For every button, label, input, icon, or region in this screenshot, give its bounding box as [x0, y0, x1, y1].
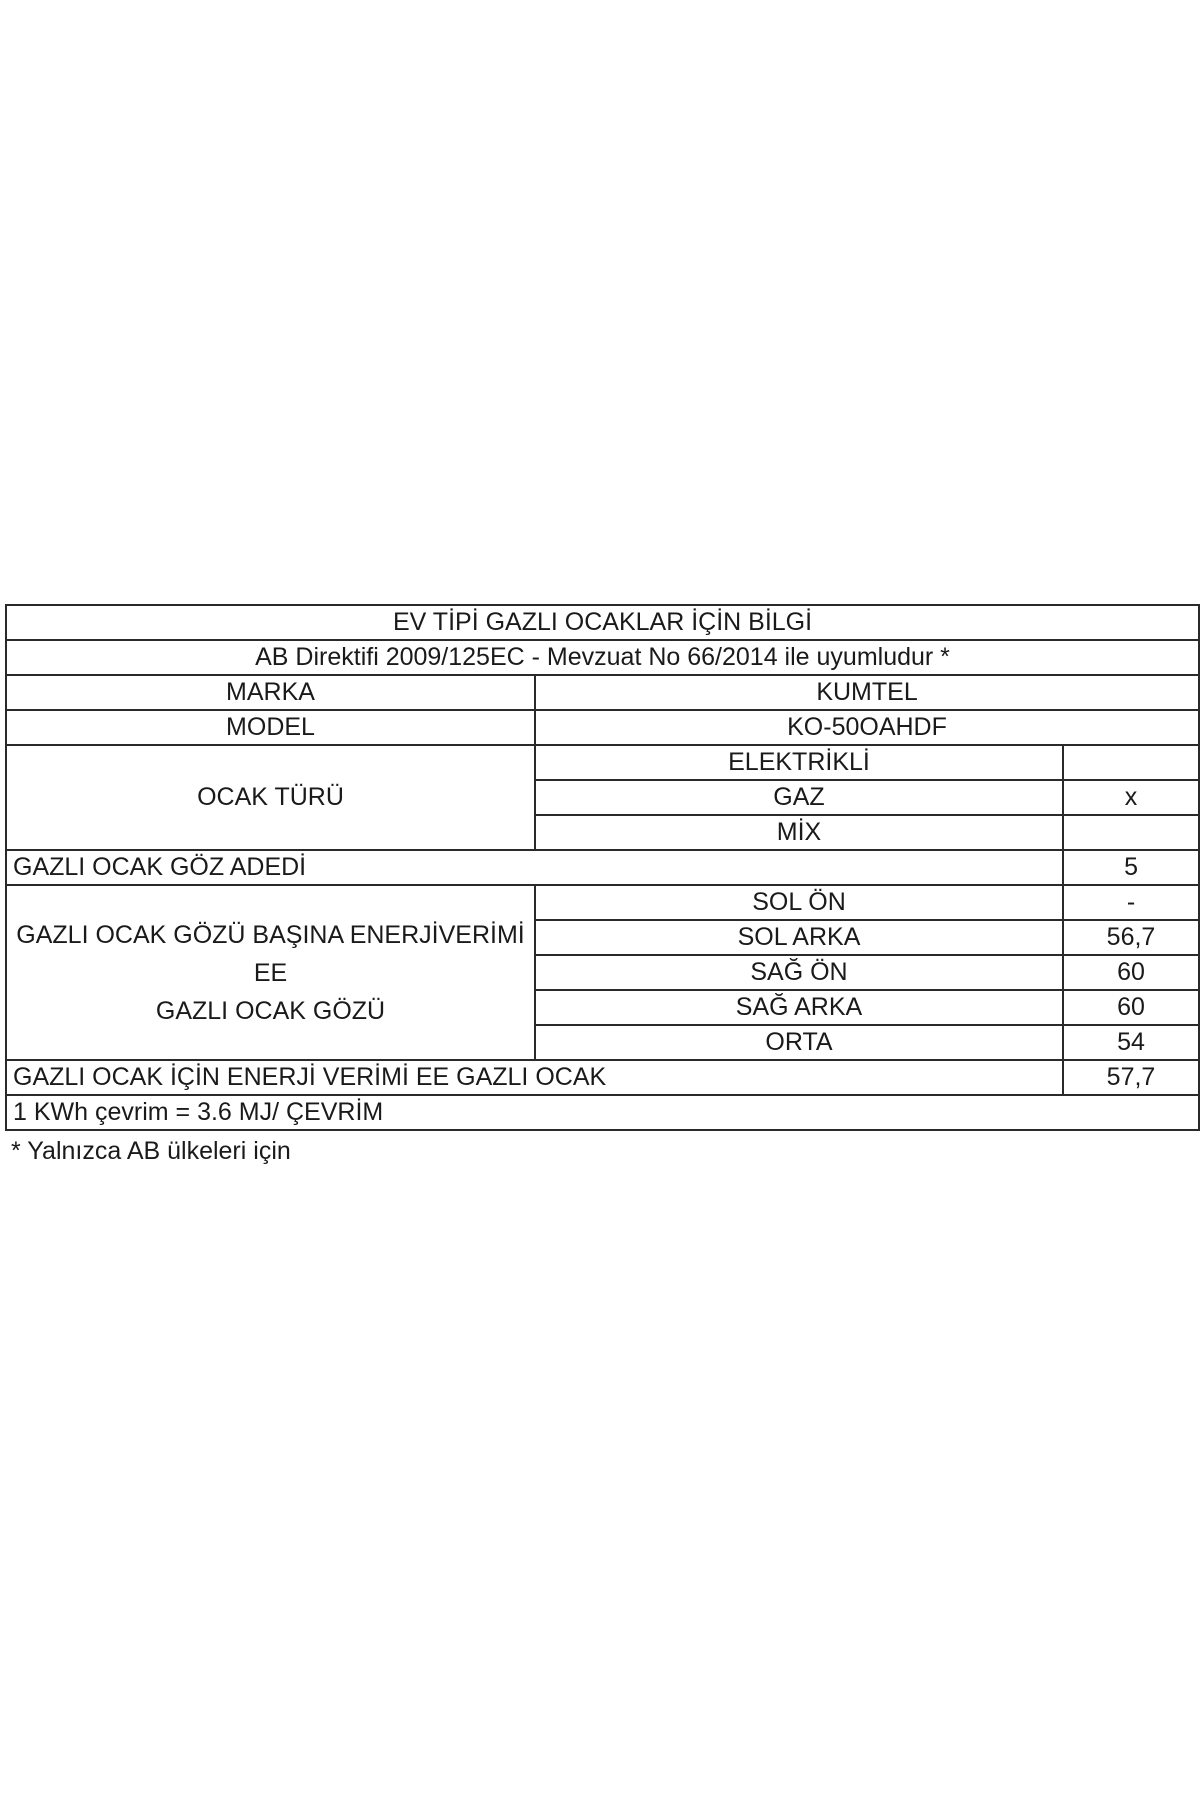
cevrim-row [6, 1095, 1199, 1130]
ocak-verimi-label: GAZLI OCAK İÇİN ENERJİ VERİMİ EE GAZLI OCAK [6, 1060, 1063, 1095]
goz-name: SAĞ ARKA [535, 990, 1063, 1025]
energy-info-table [5, 604, 1200, 1131]
goz-verimi-label-line1: GAZLI OCAK GÖZÜ BAŞINA ENERJİVERİMİ EE [16, 920, 525, 987]
model-row [6, 710, 1199, 745]
ocak-turu-row [6, 745, 1199, 780]
goz-value: 60 [1063, 955, 1199, 990]
subtitle-row [6, 640, 1199, 675]
ocak-verimi-row [6, 1060, 1199, 1095]
title-row [6, 605, 1199, 640]
goz-name: SAĞ ÖN [535, 955, 1063, 990]
ocak-turu-option: ELEKTRİKLİ [535, 745, 1063, 780]
energy-info-sheet [5, 604, 1198, 1169]
goz-value: 54 [1063, 1025, 1199, 1060]
goz-name: SOL ARKA [535, 920, 1063, 955]
ocak-turu-mark [1063, 815, 1199, 850]
goz-verimi-label [6, 885, 535, 1060]
marka-label: MARKA [6, 675, 535, 710]
goz-adedi-value: 5 [1063, 850, 1199, 885]
goz-value: - [1063, 885, 1199, 920]
goz-adedi-label: GAZLI OCAK GÖZ ADEDİ [6, 850, 1063, 885]
model-value: KO-50OAHDF [535, 710, 1199, 745]
marka-row [6, 675, 1199, 710]
ocak-verimi-value: 57,7 [1063, 1060, 1199, 1095]
model-label: MODEL [6, 710, 535, 745]
table-title: EV TİPİ GAZLI OCAKLAR İÇİN BİLGİ [6, 605, 1199, 640]
goz-name: ORTA [535, 1025, 1063, 1060]
ocak-turu-mark: x [1063, 780, 1199, 815]
ocak-turu-option: MİX [535, 815, 1063, 850]
cevrim-label: 1 KWh çevrim = 3.6 MJ/ ÇEVRİM [6, 1095, 1199, 1130]
goz-adedi-row [6, 850, 1199, 885]
footnote: * Yalnızca AB ülkeleri için [11, 1137, 291, 1165]
goz-verimi-row [6, 885, 1199, 920]
marka-value: KUMTEL [535, 675, 1199, 710]
ocak-turu-label: OCAK TÜRÜ [6, 745, 535, 850]
table-subtitle: AB Direktifi 2009/125EC - Mevzuat No 66/2014 ile uyumludur * [6, 640, 1199, 675]
goz-verimi-label-line2: GAZLI OCAK GÖZÜ [155, 996, 386, 1025]
goz-name: SOL ÖN [535, 885, 1063, 920]
ocak-turu-option: GAZ [535, 780, 1063, 815]
ocak-turu-mark [1063, 745, 1199, 780]
goz-value: 60 [1063, 990, 1199, 1025]
goz-value: 56,7 [1063, 920, 1199, 955]
